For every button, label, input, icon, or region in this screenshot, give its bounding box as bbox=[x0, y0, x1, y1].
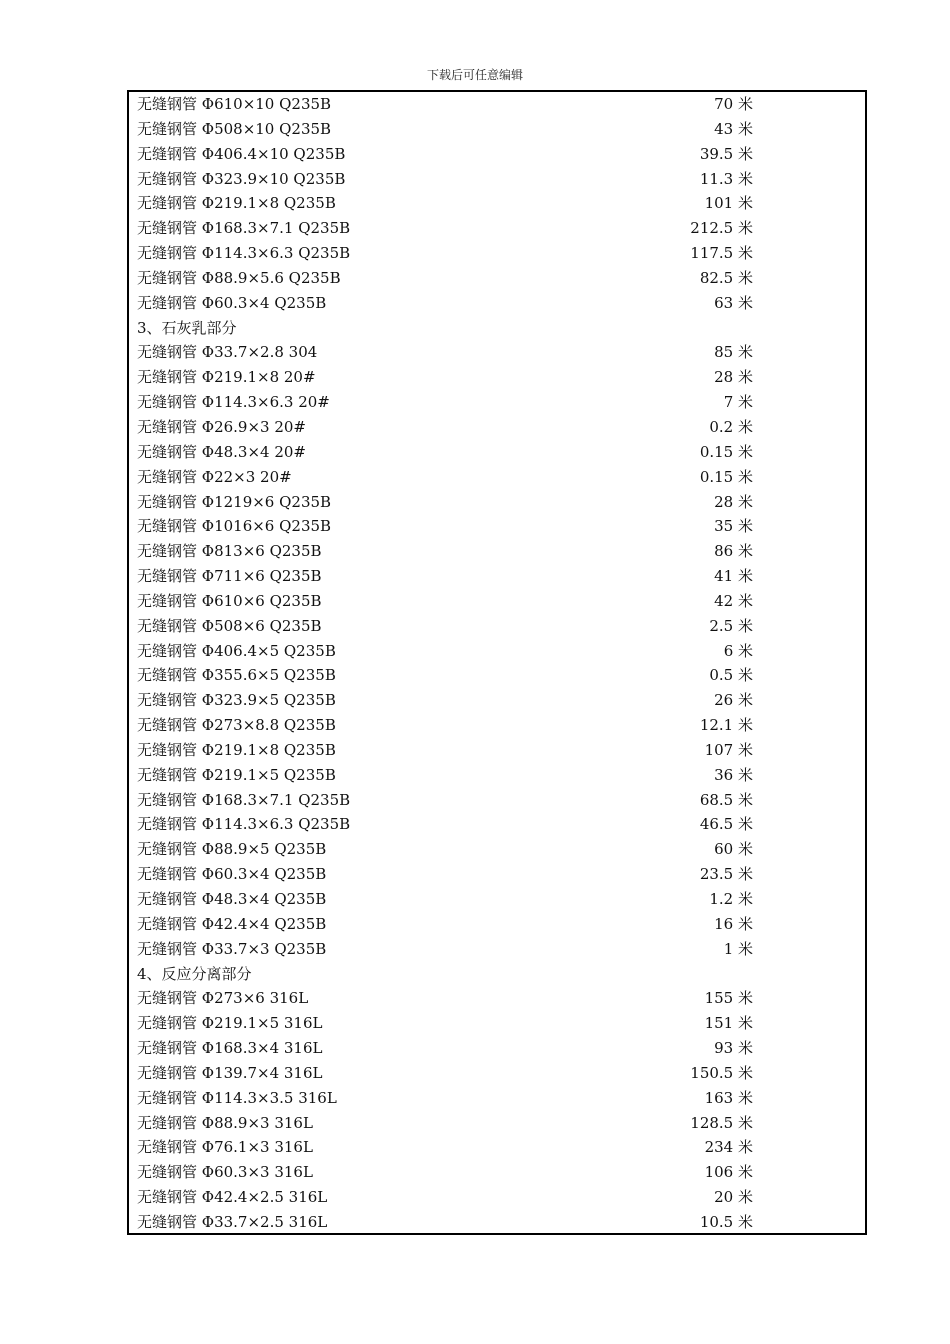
list-item bbox=[129, 1135, 865, 1160]
item-name: 无缝钢管 Φ273×6 316L bbox=[137, 989, 309, 1008]
list-item bbox=[129, 887, 865, 912]
list-item bbox=[129, 390, 865, 415]
section-heading bbox=[129, 316, 865, 341]
item-quantity: 63 米 bbox=[714, 293, 753, 312]
item-quantity: 86 米 bbox=[714, 542, 753, 561]
list-item bbox=[129, 1011, 865, 1036]
list-item bbox=[129, 514, 865, 539]
item-quantity: 39.5 米 bbox=[699, 144, 753, 163]
list-item bbox=[129, 216, 865, 241]
item-quantity: 101 米 bbox=[704, 194, 753, 213]
material-list-box bbox=[127, 90, 867, 1235]
section-heading bbox=[129, 962, 865, 987]
item-quantity: 1 米 bbox=[723, 939, 753, 958]
item-quantity: 85 米 bbox=[714, 343, 753, 362]
item-name: 无缝钢管 Φ114.3×6.3 Q235B bbox=[137, 244, 351, 263]
item-quantity: 42 米 bbox=[714, 591, 753, 610]
item-quantity: 60 米 bbox=[714, 840, 753, 859]
item-name: 无缝钢管 Φ22×3 20# bbox=[137, 467, 292, 486]
page-header-note: 下载后可任意编辑 bbox=[426, 68, 523, 82]
item-quantity: 151 米 bbox=[704, 1014, 753, 1033]
list-item bbox=[129, 738, 865, 763]
item-name: 无缝钢管 Φ26.9×3 20# bbox=[137, 417, 306, 436]
item-name: 无缝钢管 Φ60.3×4 Q235B bbox=[137, 293, 327, 312]
list-item bbox=[129, 415, 865, 440]
list-item bbox=[129, 639, 865, 664]
section-title: 4、反应分离部分 bbox=[137, 964, 252, 983]
list-item bbox=[129, 490, 865, 515]
material-list bbox=[129, 92, 865, 1235]
item-name: 无缝钢管 Φ813×6 Q235B bbox=[137, 542, 322, 561]
item-quantity: 212.5 米 bbox=[690, 219, 753, 238]
list-item bbox=[129, 986, 865, 1011]
item-name: 无缝钢管 Φ168.3×7.1 Q235B bbox=[137, 790, 351, 809]
item-quantity: 68.5 米 bbox=[699, 790, 753, 809]
list-item bbox=[129, 837, 865, 862]
list-item bbox=[129, 539, 865, 564]
list-item bbox=[129, 365, 865, 390]
list-item bbox=[129, 266, 865, 291]
item-quantity: 23.5 米 bbox=[699, 865, 753, 884]
item-name: 无缝钢管 Φ168.3×4 316L bbox=[137, 1039, 323, 1058]
item-quantity: 6 米 bbox=[723, 641, 753, 660]
item-quantity: 0.15 米 bbox=[699, 442, 753, 461]
item-name: 无缝钢管 Φ1219×6 Q235B bbox=[137, 492, 332, 511]
list-item bbox=[129, 912, 865, 937]
list-item bbox=[129, 142, 865, 167]
item-quantity: 7 米 bbox=[723, 393, 753, 412]
item-name: 无缝钢管 Φ219.1×5 316L bbox=[137, 1014, 323, 1033]
item-name: 无缝钢管 Φ1016×6 Q235B bbox=[137, 517, 332, 536]
list-item bbox=[129, 688, 865, 713]
item-name: 无缝钢管 Φ42.4×2.5 316L bbox=[137, 1188, 328, 1207]
list-item bbox=[129, 241, 865, 266]
item-quantity: 82.5 米 bbox=[699, 268, 753, 287]
item-name: 无缝钢管 Φ406.4×5 Q235B bbox=[137, 641, 336, 660]
list-item bbox=[129, 191, 865, 216]
item-quantity: 2.5 米 bbox=[709, 616, 753, 635]
item-name: 无缝钢管 Φ610×6 Q235B bbox=[137, 591, 322, 610]
item-name: 无缝钢管 Φ168.3×7.1 Q235B bbox=[137, 219, 351, 238]
item-quantity: 93 米 bbox=[714, 1039, 753, 1058]
list-item bbox=[129, 1111, 865, 1136]
item-quantity: 28 米 bbox=[714, 492, 753, 511]
item-quantity: 41 米 bbox=[714, 567, 753, 586]
item-quantity: 0.5 米 bbox=[709, 666, 753, 685]
item-name: 无缝钢管 Φ219.1×8 Q235B bbox=[137, 740, 336, 759]
item-quantity: 43 米 bbox=[714, 119, 753, 138]
item-quantity: 16 米 bbox=[714, 914, 753, 933]
item-name: 无缝钢管 Φ273×8.8 Q235B bbox=[137, 716, 336, 735]
list-item bbox=[129, 440, 865, 465]
item-name: 无缝钢管 Φ76.1×3 316L bbox=[137, 1138, 313, 1157]
list-item bbox=[129, 167, 865, 192]
item-quantity: 155 米 bbox=[704, 989, 753, 1008]
item-name: 无缝钢管 Φ508×6 Q235B bbox=[137, 616, 322, 635]
item-quantity: 11.3 米 bbox=[699, 169, 753, 188]
item-name: 无缝钢管 Φ88.9×3 316L bbox=[137, 1113, 313, 1132]
item-quantity: 150.5 米 bbox=[690, 1063, 753, 1082]
list-item bbox=[129, 812, 865, 837]
list-item bbox=[129, 1036, 865, 1061]
item-quantity: 35 米 bbox=[714, 517, 753, 536]
item-quantity: 234 米 bbox=[704, 1138, 753, 1157]
item-name: 无缝钢管 Φ219.1×8 20# bbox=[137, 368, 316, 387]
item-name: 无缝钢管 Φ406.4×10 Q235B bbox=[137, 144, 346, 163]
item-quantity: 128.5 米 bbox=[690, 1113, 753, 1132]
item-name: 无缝钢管 Φ711×6 Q235B bbox=[137, 567, 322, 586]
list-item bbox=[129, 117, 865, 142]
item-name: 无缝钢管 Φ42.4×4 Q235B bbox=[137, 914, 327, 933]
item-quantity: 106 米 bbox=[704, 1163, 753, 1182]
list-item bbox=[129, 1185, 865, 1210]
item-quantity: 107 米 bbox=[704, 740, 753, 759]
list-item bbox=[129, 1086, 865, 1111]
item-name: 无缝钢管 Φ60.3×4 Q235B bbox=[137, 865, 327, 884]
list-item bbox=[129, 291, 865, 316]
list-item bbox=[129, 763, 865, 788]
list-item bbox=[129, 340, 865, 365]
item-quantity: 0.15 米 bbox=[699, 467, 753, 486]
item-quantity: 46.5 米 bbox=[699, 815, 753, 834]
section-title: 3、石灰乳部分 bbox=[137, 318, 237, 337]
list-item bbox=[129, 663, 865, 688]
item-quantity: 20 米 bbox=[714, 1188, 753, 1207]
item-quantity: 163 米 bbox=[704, 1088, 753, 1107]
item-name: 无缝钢管 Φ508×10 Q235B bbox=[137, 119, 332, 138]
item-quantity: 70 米 bbox=[714, 95, 753, 113]
list-item bbox=[129, 1061, 865, 1086]
item-name: 无缝钢管 Φ48.3×4 Q235B bbox=[137, 890, 327, 908]
item-name: 无缝钢管 Φ114.3×6.3 Q235B bbox=[137, 815, 351, 834]
list-item bbox=[129, 1210, 865, 1235]
list-item bbox=[129, 589, 865, 614]
item-name: 无缝钢管 Φ219.1×8 Q235B bbox=[137, 194, 336, 213]
item-name: 无缝钢管 Φ33.7×2.8 304 bbox=[137, 343, 318, 362]
item-name: 无缝钢管 Φ88.9×5.6 Q235B bbox=[137, 268, 341, 287]
item-name: 无缝钢管 Φ323.9×5 Q235B bbox=[137, 691, 336, 710]
item-quantity: 10.5 米 bbox=[699, 1212, 753, 1231]
item-name: 无缝钢管 Φ355.6×5 Q235B bbox=[137, 666, 336, 685]
item-name: 无缝钢管 Φ610×10 Q235B bbox=[137, 95, 332, 113]
item-name: 无缝钢管 Φ139.7×4 316L bbox=[137, 1063, 323, 1082]
item-name: 无缝钢管 Φ114.3×6.3 20# bbox=[137, 393, 330, 412]
list-item bbox=[129, 564, 865, 589]
list-item bbox=[129, 1160, 865, 1185]
list-item bbox=[129, 788, 865, 813]
item-quantity: 26 米 bbox=[714, 691, 753, 710]
item-name: 无缝钢管 Φ88.9×5 Q235B bbox=[137, 840, 327, 859]
item-quantity: 0.2 米 bbox=[709, 417, 753, 436]
item-name: 无缝钢管 Φ33.7×2.5 316L bbox=[137, 1212, 328, 1231]
item-quantity: 36 米 bbox=[714, 765, 753, 784]
list-item bbox=[129, 937, 865, 962]
item-quantity: 12.1 米 bbox=[699, 716, 753, 735]
list-item bbox=[129, 713, 865, 738]
item-quantity: 1.2 米 bbox=[709, 890, 753, 908]
item-name: 无缝钢管 Φ48.3×4 20# bbox=[137, 442, 306, 461]
list-item bbox=[129, 614, 865, 639]
item-quantity: 28 米 bbox=[714, 368, 753, 387]
item-name: 无缝钢管 Φ219.1×5 Q235B bbox=[137, 765, 336, 784]
item-quantity: 117.5 米 bbox=[690, 244, 753, 263]
item-name: 无缝钢管 Φ323.9×10 Q235B bbox=[137, 169, 346, 188]
list-item bbox=[129, 465, 865, 490]
item-name: 无缝钢管 Φ114.3×3.5 316L bbox=[137, 1088, 337, 1107]
item-name: 无缝钢管 Φ60.3×3 316L bbox=[137, 1163, 313, 1182]
item-name: 无缝钢管 Φ33.7×3 Q235B bbox=[137, 939, 327, 958]
list-item bbox=[129, 92, 865, 117]
list-item bbox=[129, 862, 865, 887]
